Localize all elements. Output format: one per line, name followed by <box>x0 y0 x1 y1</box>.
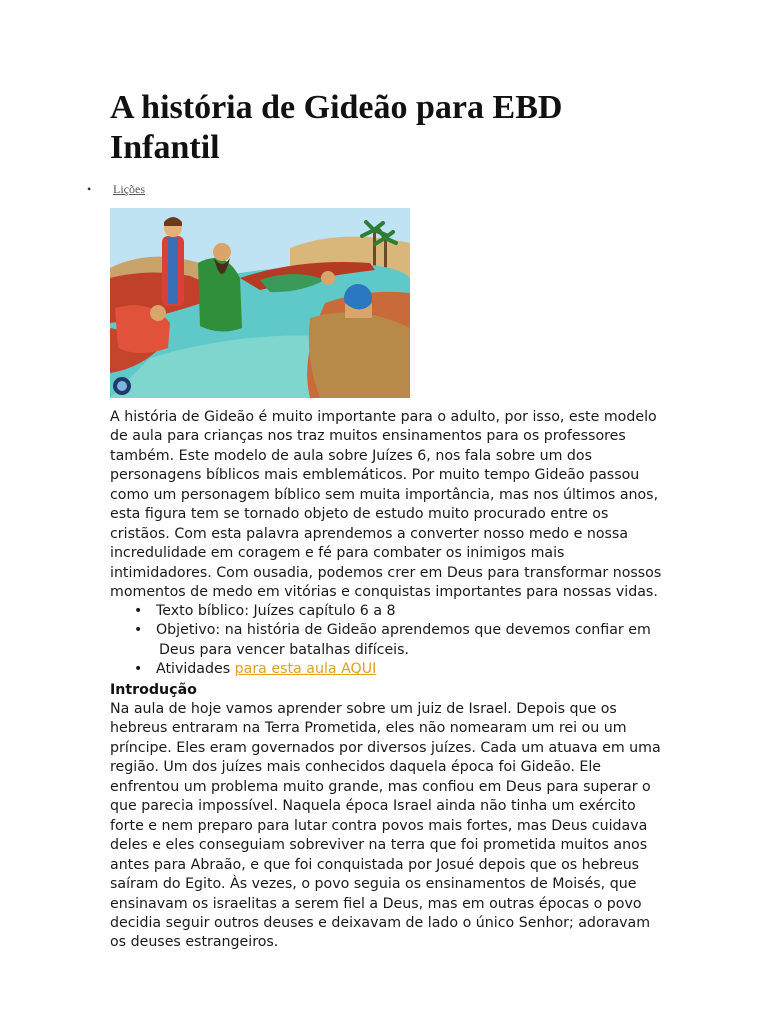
bullet-text: Texto bíblico: Juízes capítulo 6 a 8 <box>156 603 396 619</box>
bullet-continuation: Deus para vencer batalhas difíceis. <box>159 641 410 658</box>
page-title: A história de Gideão para EBD Infantil <box>110 89 563 166</box>
body-paragraph: Na aula de hoje vamos aprender sobre um juiz de Israel. Depois que os hebreus entraram na Terra Prometida, eles não nomearam um rei ou um príncipe. Eles eram governados por diversos juízes. Cada um atuava em uma região. Um dos juízes mais conhecidos daquela época foi Gideão. Ele enfrentou um problema muito grande, mas confiou em Deus para superar o que parecia impossível. Naquela época Israel ainda não tinha um exército forte e nem preparo para lutar contra povos mais fortes, mas Deus cuidava deles e eles conseguiam sobreviver na terra que foi prometida muitos anos antes para Abraão, e que foi conquistada por Josué depois que os hebreus saíram do Egito. Às vezes, o povo seguia os ensinamentos de Moisés, que ensinavam os israelitas a serem fiel a Deus, mas em outras épocas o povo decidia seguir outros deuses e deixavam de lado o único Senhor; adoravam os deuses estrangeiros. <box>110 701 661 951</box>
lesson-info-list <box>110 602 670 680</box>
list-item <box>110 660 670 679</box>
bullet-icon: • <box>134 661 143 678</box>
list-item <box>110 621 670 660</box>
bullet-icon: • <box>87 182 92 196</box>
bullet-text: Atividades <box>156 661 235 678</box>
bullet-icon: • <box>134 603 143 619</box>
category-link[interactable]: Lições <box>113 182 145 196</box>
gideon-illustration <box>110 208 410 398</box>
section-heading: Introdução <box>110 682 197 698</box>
intro-paragraph: A história de Gideão é muito importante para o adulto, por isso, este modelo de aula para crianças nos traz muitos ensinamentos para os professores também. Este modelo de aula sobre Juízes 6, nos fala sobre um dos personagens bíblicos mais emblemáticos. Por muito tempo Gideão passou como um personagem bíblico sem muita importância, mas nos últimos anos, esta figura tem se tornado objeto de estudo muito procurado entre os cristãos. Com esta palavra aprendemos a converter nosso medo e nossa incredulidade em coragem e fé para combater os inimigos mais intimidadores. Com ousadia, podemos crer em Deus para transformar nossos momentos de medo em vitórias e conquistas importantes para nossas vidas. <box>110 409 662 601</box>
list-item <box>110 602 670 621</box>
bullet-icon: • <box>134 622 143 639</box>
activities-link[interactable]: para esta aula AQUI <box>234 661 377 678</box>
bullet-text: Objetivo: na história de Gideão aprendemos que devemos confiar em <box>156 622 651 639</box>
